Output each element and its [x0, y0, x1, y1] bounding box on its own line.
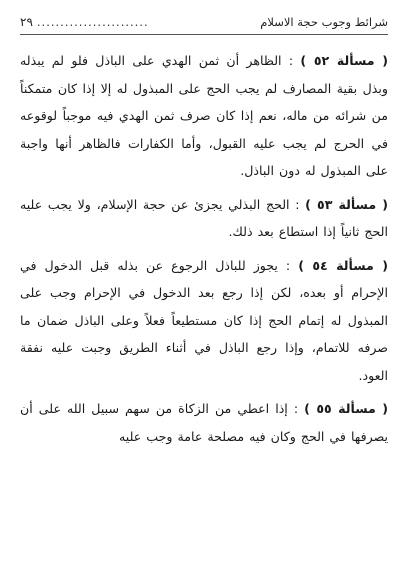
issue-label: ( مسألة ٥٥ ) — [304, 401, 389, 416]
issue-label: ( مسألة ٥٢ ) — [300, 53, 389, 68]
body-text — [20, 47, 388, 450]
issue-text: : الحج البذلي يجزئ عن حجة الإسلام، ولا يجب عليه الحج ثانياً إذا استطاع بعد ذلك. — [20, 196, 388, 239]
page-number: ٢٩ — [20, 15, 33, 29]
issue-text: : إذا اعطي من الزكاة من سهم سبيل الله على أن يصرفها في الحج وكان فيه مصلحة عامة وجب عليه — [20, 401, 388, 444]
running-header-title: شرائط وجوب حجة الاسلام — [260, 15, 388, 29]
issue-label: ( مسألة ٥٤ ) — [298, 257, 388, 273]
book-page — [20, 12, 388, 552]
header-divider — [20, 34, 388, 35]
dot-leader: ........................ — [36, 15, 149, 29]
issue-paragraph — [20, 252, 388, 390]
issue-paragraph — [20, 47, 388, 185]
issue-label: ( مسألة ٥٣ ) — [305, 196, 389, 212]
running-header — [20, 12, 388, 32]
issue-paragraph — [20, 191, 388, 246]
issue-paragraph — [20, 395, 388, 450]
issue-text: : يجوز للباذل الرجوع عن بذله قبل الدخول في الإحرام أو بعده، لكن إذا رجع بعد الدخول في الإحرام وجب على المبذول له إتمام الحج إذا كان مستطيعاً فعلاً وعلى الباذل ضمان ما صرفه للاتمام، وإذا رجع الباذل في أثناء الطريق وجبت عليه نفقة العود. — [20, 257, 388, 383]
issue-text: : الظاهر أن ثمن الهدي على الباذل فلو لم يبذله وبذل بقية المصارف لم يجب الحج على المبذول له إلا إذا كان متمكناً من شرائه من ماله، نعم إذا كان صرف ثمن الهدي فيه موجباً لوقوعه في الحرج لم يجب عليه القبول، وأما الكفارات فالظاهر أنها واجبة على المبذول له دون الباذل. — [20, 53, 388, 178]
